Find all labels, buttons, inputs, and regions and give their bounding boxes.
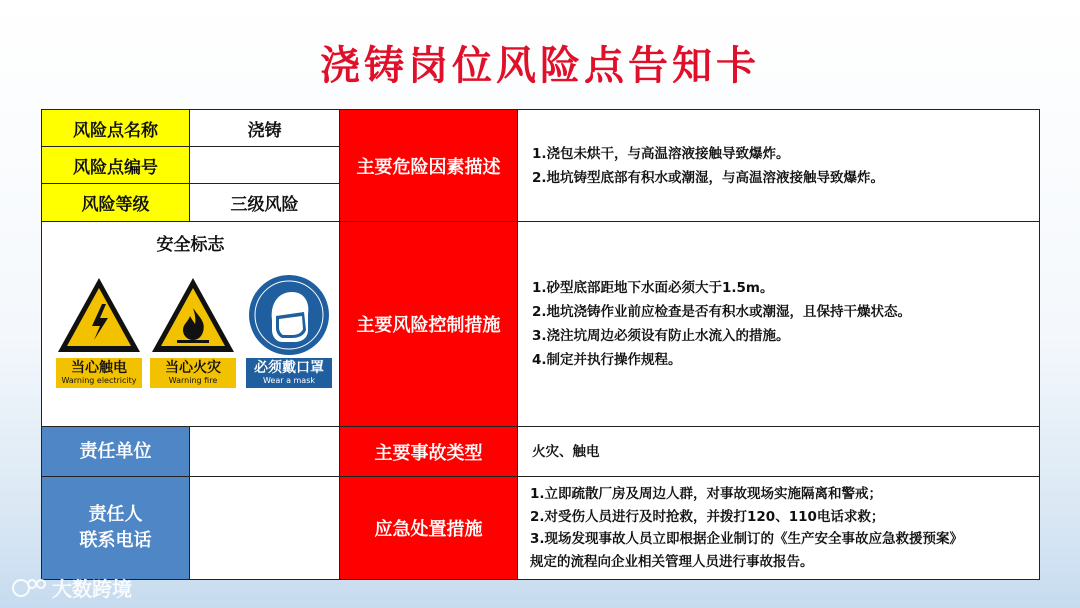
mask-icon xyxy=(246,274,332,356)
watermark-text: 大数跨境 xyxy=(52,577,132,601)
accident-type: 火灾、触电 xyxy=(532,443,600,460)
control-item: 2.地坑浇铸作业前应检查是否有积水或潮湿，且保持干燥状态。 xyxy=(532,304,912,320)
sign-sub-fire: Warning fire xyxy=(168,376,218,385)
accident-label: 主要事故类型 xyxy=(340,427,518,477)
sign-fire xyxy=(150,274,236,385)
control-item: 3.浇注坑周边必须设有防止水流入的措施。 xyxy=(532,328,790,344)
controls-label: 主要风险控制措施 xyxy=(340,222,518,427)
electric-shock-icon xyxy=(56,274,142,356)
emergency-item: 2.对受伤人员进行及时抢救，并拨打120、110电话求救； xyxy=(530,508,885,525)
unit-value xyxy=(190,427,340,477)
sign-sub-mask: Wear a mask xyxy=(262,376,316,385)
safety-signs xyxy=(42,222,340,427)
sign-mask xyxy=(246,274,332,385)
safety-signs-title: 安全标志 xyxy=(156,235,225,255)
hazards-label: 主要危险因素描述 xyxy=(340,110,518,222)
fire-icon xyxy=(150,274,236,356)
control-item: 4.制定并执行操作规程。 xyxy=(532,352,682,368)
sign-label-electricity: 当心触电 xyxy=(71,360,127,376)
emergency-list xyxy=(518,477,1039,579)
person-value xyxy=(190,477,340,579)
watermark-logo-icon xyxy=(12,577,46,599)
emergency-item: 3.现场发现事故人员立即根据企业制订的《生产安全事故应急救援预案》 xyxy=(530,531,964,547)
risk-code-label: 风险点编号 xyxy=(42,147,190,184)
sign-sub-electricity: Warning electricity xyxy=(61,376,137,385)
person-label-line1: 责任人 xyxy=(88,504,143,525)
hazards-list xyxy=(518,110,1039,222)
risk-level-value: 三级风险 xyxy=(190,184,340,222)
sign-label-mask: 必须戴口罩 xyxy=(254,360,324,376)
person-label xyxy=(42,477,190,579)
emergency-item: 1.立即疏散厂房及周边人群，对事故现场实施隔离和警戒； xyxy=(530,486,883,502)
emergency-item: 规定的流程向企业相关管理人员进行事故报告。 xyxy=(530,553,814,570)
accident-value xyxy=(518,427,1039,477)
risk-name-value: 浇铸 xyxy=(190,110,340,147)
person-label-line2: 联系电话 xyxy=(79,530,152,551)
risk-name-label: 风险点名称 xyxy=(42,110,190,147)
hazard-item: 1.浇包未烘干，与高温溶液接触导致爆炸。 xyxy=(532,145,790,162)
risk-code-value xyxy=(190,147,340,184)
risk-card xyxy=(41,109,1040,580)
unit-label: 责任单位 xyxy=(42,427,190,477)
emergency-label: 应急处置措施 xyxy=(340,477,518,579)
watermark xyxy=(12,573,132,602)
hazard-item: 2.地坑铸型底部有积水或潮湿，与高温溶液接触导致爆炸。 xyxy=(532,169,885,186)
page-title: 浇铸岗位风险点告知卡 xyxy=(320,43,760,89)
control-item: 1.砂型底部距地下水面必须大于1.5m。 xyxy=(532,280,774,296)
sign-label-fire: 当心火灾 xyxy=(165,360,221,376)
sign-electricity xyxy=(56,274,142,385)
controls-list xyxy=(518,222,1039,427)
risk-level-label: 风险等级 xyxy=(42,184,190,222)
